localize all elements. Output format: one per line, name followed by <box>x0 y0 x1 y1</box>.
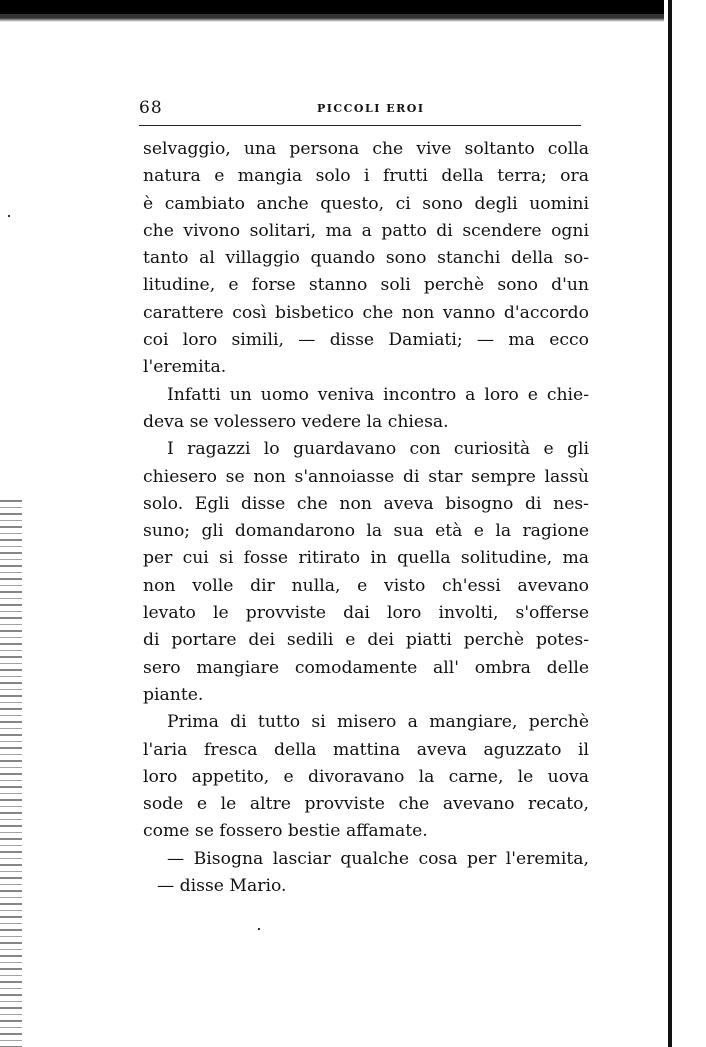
text-line: tanto al villaggio quando sono stanchi della so- <box>143 248 589 269</box>
text-line: Infatti un uomo veniva incontro a loro e chie- <box>167 384 589 405</box>
text-line: di portare dei sedili e dei piatti perchè potes- <box>143 630 589 651</box>
text-line: selvaggio, una persona che vive soltanto colla <box>143 139 589 159</box>
running-title: PICCOLI EROI <box>317 102 425 115</box>
text-line: piante. <box>143 684 204 705</box>
text-line: per cui si fosse ritirato in quella solitudine, ma <box>143 548 589 569</box>
text-line: I ragazzi lo guardavano con curiosità e gli <box>167 439 589 460</box>
body-text <box>143 136 589 900</box>
page-top-edge <box>0 0 706 22</box>
header-rule <box>139 125 581 126</box>
text-line: non volle dir nulla, e visto ch'essi avevano <box>143 575 589 596</box>
print-speck <box>8 215 10 217</box>
text-line: — disse Mario. <box>157 876 287 897</box>
text-line: come se fossero bestie affamate. <box>143 821 428 842</box>
print-speck <box>258 928 260 930</box>
text-line: loro appetito, e divoravano la carne, le uova <box>143 766 589 787</box>
page-left-speckle <box>0 500 22 1047</box>
text-line: carattere così bisbetico che non vanno d'accordo <box>143 302 589 323</box>
text-line: levato le provviste dai loro involti, s'offerse <box>143 603 589 624</box>
text-line: l'eremita. <box>143 357 227 378</box>
page-header <box>139 98 581 120</box>
text-line: Prima di tutto si misero a mangiare, perchè <box>167 712 589 733</box>
text-line: litudine, e forse stanno soli perchè sono d'un <box>143 275 589 296</box>
text-line: — Bisogna lasciar qualche cosa per l'eremita, <box>167 848 589 869</box>
text-line: l'aria fresca della mattina aveva aguzzato il <box>143 739 589 760</box>
text-line: deva se volessero vedere la chiesa. <box>143 411 449 432</box>
text-line: sode e le altre provviste che avevano recato, <box>143 794 589 815</box>
text-line: natura e mangia solo i frutti della terra; ora <box>143 166 589 187</box>
page-right-edge <box>664 0 706 1047</box>
text-line: coi loro simili, — disse Damiati; — ma ecco <box>143 330 589 351</box>
text-line: che vivono solitari, ma a patto di scendere ogni <box>143 220 589 241</box>
page-number: 68 <box>139 98 163 118</box>
text-line: sero mangiare comodamente all' ombra delle <box>143 657 589 678</box>
text-line: solo. Egli disse che non aveva bisogno di nes- <box>143 493 589 514</box>
text-line: chiesero se non s'annoiasse di star sempre lassù <box>143 466 589 487</box>
text-line: suno; gli domandarono la sua età e la ragione <box>143 521 589 542</box>
text-line: è cambiato anche questo, ci sono degli uomini <box>143 193 589 214</box>
